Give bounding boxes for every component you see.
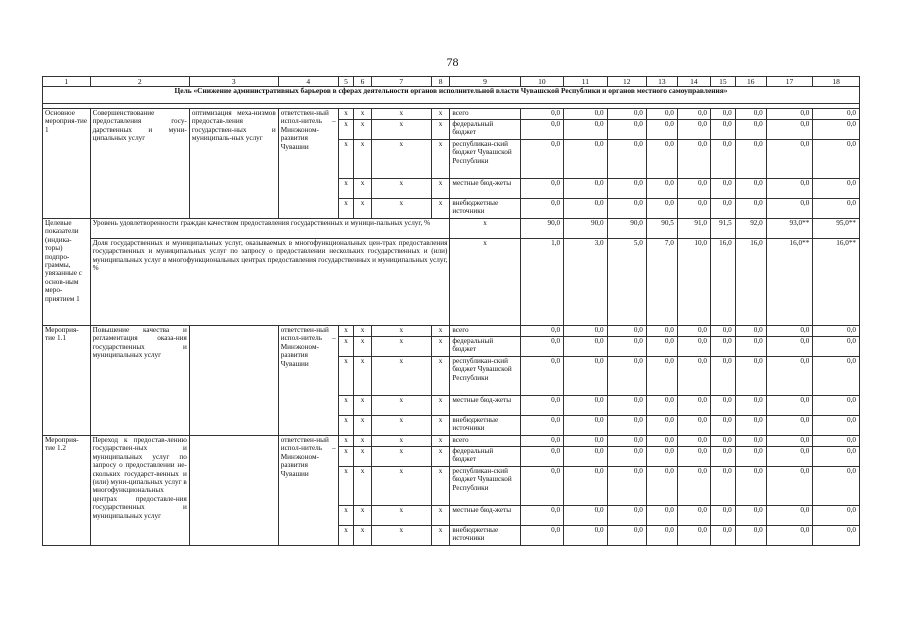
value-cell: 0,0: [710, 436, 735, 447]
value-cell: 0,0: [677, 109, 710, 120]
column-number: 6: [354, 77, 372, 87]
funding-source: всего: [450, 109, 520, 120]
column-number: 15: [710, 77, 735, 87]
target-indicators-label: Целевые показатели (индика-торы) подпро-граммы, увязанные с основ-ным меро-приятием 1: [43, 219, 91, 326]
value-cell: 0,0: [766, 337, 813, 357]
measure-1-1-finance-row: [43, 326, 860, 337]
value-cell: 0,0: [646, 396, 677, 416]
value-cell: 0,0: [766, 436, 813, 447]
value-cell: 0,0: [766, 179, 813, 199]
code-cell: x: [338, 109, 354, 120]
value-cell: 0,0: [677, 179, 710, 199]
value-cell: 0,0: [735, 357, 766, 396]
code-cell: x: [338, 447, 354, 467]
indicator-value: 90,0: [564, 219, 607, 239]
funding-source: местные бюд-жеты: [450, 506, 520, 526]
target-indicator-row: [43, 239, 860, 326]
value-cell: 0,0: [677, 199, 710, 219]
value-cell: 0,0: [607, 506, 646, 526]
value-cell: 0,0: [766, 526, 813, 546]
value-cell: 0,0: [710, 506, 735, 526]
value-cell: 0,0: [677, 447, 710, 467]
value-cell: 0,0: [766, 120, 813, 140]
value-cell: 0,0: [677, 436, 710, 447]
value-cell: 0,0: [813, 436, 860, 447]
measure-1-1-number: Мероприя-тие 1.1: [43, 326, 91, 436]
code-cell: x: [371, 396, 431, 416]
measure-1-2-task: [189, 436, 278, 546]
column-number: 1: [43, 77, 91, 87]
code-cell: x: [338, 179, 354, 199]
value-cell: 0,0: [646, 337, 677, 357]
value-cell: 0,0: [735, 436, 766, 447]
value-cell: 0,0: [607, 120, 646, 140]
value-cell: 0,0: [564, 199, 607, 219]
column-number-row: [43, 77, 860, 87]
code-cell: x: [354, 199, 372, 219]
value-cell: 0,0: [520, 199, 563, 219]
value-cell: 0,0: [710, 109, 735, 120]
value-cell: 0,0: [646, 199, 677, 219]
program-table: [42, 76, 860, 546]
funding-source: республикан-ский бюджет Чувашской Республики: [450, 357, 520, 396]
value-cell: 0,0: [677, 526, 710, 546]
code-cell: x: [371, 467, 431, 506]
value-cell: 0,0: [710, 140, 735, 179]
value-cell: 0,0: [710, 179, 735, 199]
funding-source: внебюджетные источники: [450, 416, 520, 436]
value-cell: 0,0: [607, 467, 646, 506]
value-cell: 0,0: [813, 326, 860, 337]
value-cell: 0,0: [766, 467, 813, 506]
value-cell: 0,0: [646, 467, 677, 506]
code-cell: x: [431, 357, 450, 396]
value-cell: 0,0: [710, 416, 735, 436]
code-cell: x: [371, 120, 431, 140]
code-cell: x: [354, 396, 372, 416]
value-cell: 0,0: [735, 140, 766, 179]
value-cell: 0,0: [520, 506, 563, 526]
value-cell: 0,0: [735, 179, 766, 199]
indicator-value: 5,0: [607, 239, 646, 326]
value-cell: 0,0: [710, 120, 735, 140]
value-cell: 0,0: [646, 326, 677, 337]
code-cell: x: [338, 467, 354, 506]
value-cell: 0,0: [735, 199, 766, 219]
value-cell: 0,0: [607, 357, 646, 396]
indicator-value: 10,0: [677, 239, 710, 326]
code-cell: x: [431, 447, 450, 467]
target-indicator-row: [43, 219, 860, 239]
column-number: 11: [564, 77, 607, 87]
code-cell: x: [431, 109, 450, 120]
value-cell: 0,0: [677, 357, 710, 396]
value-cell: 0,0: [677, 120, 710, 140]
value-cell: 0,0: [520, 140, 563, 179]
value-cell: 0,0: [813, 337, 860, 357]
code-cell: x: [354, 506, 372, 526]
code-cell: x: [431, 337, 450, 357]
value-cell: 0,0: [520, 179, 563, 199]
column-number: 5: [338, 77, 354, 87]
value-cell: 0,0: [677, 416, 710, 436]
value-cell: 0,0: [710, 199, 735, 219]
value-cell: 0,0: [564, 140, 607, 179]
value-cell: 0,0: [607, 179, 646, 199]
value-cell: 0,0: [564, 357, 607, 396]
column-number: 14: [677, 77, 710, 87]
indicator-value: 7,0: [646, 239, 677, 326]
column-number: 12: [607, 77, 646, 87]
value-cell: 0,0: [520, 109, 563, 120]
column-number: 8: [431, 77, 450, 87]
value-cell: 0,0: [607, 109, 646, 120]
code-cell: x: [371, 436, 431, 447]
value-cell: 0,0: [766, 199, 813, 219]
code-cell: x: [431, 326, 450, 337]
value-cell: 0,0: [735, 109, 766, 120]
value-cell: 0,0: [607, 337, 646, 357]
indicator-value: 16,0**: [766, 239, 813, 326]
value-cell: 0,0: [520, 436, 563, 447]
main-measure-1-title: Совершенствование предоставления госу-дарственных и муни-ципальных услуг: [90, 109, 189, 219]
value-cell: 0,0: [766, 416, 813, 436]
code-cell: x: [338, 526, 354, 546]
code-cell: x: [338, 199, 354, 219]
value-cell: 0,0: [607, 526, 646, 546]
value-cell: 0,0: [766, 326, 813, 337]
value-cell: 0,0: [710, 357, 735, 396]
value-cell: 0,0: [607, 326, 646, 337]
column-number: 16: [735, 77, 766, 87]
value-cell: 0,0: [564, 467, 607, 506]
column-number: 7: [371, 77, 431, 87]
code-cell: x: [371, 447, 431, 467]
code-cell: x: [371, 416, 431, 436]
value-cell: 0,0: [607, 436, 646, 447]
value-cell: 0,0: [564, 506, 607, 526]
value-cell: 0,0: [813, 467, 860, 506]
code-cell: x: [371, 179, 431, 199]
value-cell: 0,0: [564, 337, 607, 357]
value-cell: 0,0: [520, 326, 563, 337]
indicator-value: 16,0: [735, 239, 766, 326]
value-cell: 0,0: [564, 109, 607, 120]
code-cell: x: [354, 337, 372, 357]
indicator-value: 16,0**: [813, 239, 860, 326]
measure-1-1-task: [189, 326, 278, 436]
indicator-value: 91,0: [677, 219, 710, 239]
value-cell: 0,0: [646, 506, 677, 526]
column-number: 13: [646, 77, 677, 87]
code-cell: x: [431, 396, 450, 416]
column-number: 9: [450, 77, 520, 87]
funding-source: внебюджетные источники: [450, 526, 520, 546]
value-cell: 0,0: [564, 416, 607, 436]
indicator-value: 95,0**: [813, 219, 860, 239]
value-cell: 0,0: [564, 396, 607, 416]
value-cell: 0,0: [564, 179, 607, 199]
code-cell: x: [431, 506, 450, 526]
goal-row: [43, 87, 860, 104]
value-cell: 0,0: [520, 337, 563, 357]
column-number: 18: [813, 77, 860, 87]
code-cell: x: [338, 416, 354, 436]
value-cell: 0,0: [646, 120, 677, 140]
value-cell: 0,0: [813, 526, 860, 546]
column-number: 10: [520, 77, 563, 87]
measure-1-2-number: Мероприя-тие 1.2: [43, 436, 91, 546]
column-number: 17: [766, 77, 813, 87]
value-cell: 0,0: [564, 447, 607, 467]
code-cell: x: [431, 199, 450, 219]
main-measure-1-task: оптимизация меха-низмов предостав-ления государствен-ных и муниципаль-ных услуг: [189, 109, 278, 219]
value-cell: 0,0: [646, 436, 677, 447]
value-cell: 0,0: [766, 506, 813, 526]
value-cell: 0,0: [607, 447, 646, 467]
measure-1-2-finance-row: [43, 436, 860, 447]
indicator-value: 91,5: [710, 219, 735, 239]
value-cell: 0,0: [813, 140, 860, 179]
value-cell: 0,0: [735, 326, 766, 337]
code-cell: x: [371, 109, 431, 120]
funding-source: всего: [450, 436, 520, 447]
code-cell: x: [354, 140, 372, 179]
indicator-value: 90,5: [646, 219, 677, 239]
column-number: 3: [189, 77, 278, 87]
value-cell: 0,0: [607, 416, 646, 436]
code-cell: x: [338, 357, 354, 396]
column-number: 2: [90, 77, 189, 87]
value-cell: 0,0: [710, 337, 735, 357]
code-cell: x: [354, 526, 372, 546]
value-cell: 0,0: [813, 120, 860, 140]
code-cell: x: [371, 357, 431, 396]
main-measure-1-executor: ответствен-ный испол-нитель – Минэконом-развития Чувашии: [278, 109, 338, 219]
value-cell: 0,0: [607, 396, 646, 416]
indicator-value: 93,0**: [766, 219, 813, 239]
value-cell: 0,0: [735, 526, 766, 546]
code-cell: x: [431, 179, 450, 199]
value-cell: 0,0: [766, 357, 813, 396]
code-cell: x: [354, 467, 372, 506]
value-cell: 0,0: [735, 506, 766, 526]
indicator-value: 90,0: [607, 219, 646, 239]
code-cell: x: [431, 120, 450, 140]
value-cell: 0,0: [646, 526, 677, 546]
value-cell: 0,0: [813, 357, 860, 396]
code-cell: x: [338, 436, 354, 447]
measure-1-1-executor: ответствен-ный испол-нитель – Минэконом-развития Чувашии: [278, 326, 338, 436]
value-cell: 0,0: [520, 447, 563, 467]
value-cell: 0,0: [735, 337, 766, 357]
code-cell: x: [431, 526, 450, 546]
value-cell: 0,0: [710, 326, 735, 337]
code-cell: x: [354, 447, 372, 467]
value-cell: 0,0: [520, 526, 563, 546]
value-cell: 0,0: [813, 416, 860, 436]
code-cell: x: [354, 179, 372, 199]
funding-source: всего: [450, 326, 520, 337]
value-cell: 0,0: [813, 179, 860, 199]
value-cell: 0,0: [677, 506, 710, 526]
value-cell: 0,0: [677, 326, 710, 337]
code-cell: x: [371, 526, 431, 546]
value-cell: 0,0: [520, 396, 563, 416]
value-cell: 0,0: [607, 199, 646, 219]
code-cell: x: [338, 120, 354, 140]
indicator-value: 90,0: [520, 219, 563, 239]
indicator-value: 16,0: [710, 239, 735, 326]
value-cell: 0,0: [710, 396, 735, 416]
code-cell: x: [354, 357, 372, 396]
indicator-code: x: [450, 239, 520, 326]
funding-source: республикан-ский бюджет Чувашской Республики: [450, 140, 520, 179]
value-cell: 0,0: [766, 396, 813, 416]
indicator-code: x: [450, 219, 520, 239]
indicator-value: 1,0: [520, 239, 563, 326]
indicator-value: 92,0: [735, 219, 766, 239]
value-cell: 0,0: [710, 467, 735, 506]
main-measure-1-finance-row: [43, 109, 860, 120]
value-cell: 0,0: [607, 140, 646, 179]
value-cell: 0,0: [813, 447, 860, 467]
code-cell: x: [354, 416, 372, 436]
indicator-text: Уровень удовлетворенности граждан качеством предоставления государственных и муници-пальных услуг, %: [90, 219, 450, 239]
funding-source: республикан-ский бюджет Чувашской Республики: [450, 467, 520, 506]
value-cell: 0,0: [520, 357, 563, 396]
code-cell: x: [431, 140, 450, 179]
value-cell: 0,0: [677, 140, 710, 179]
value-cell: 0,0: [677, 337, 710, 357]
value-cell: 0,0: [710, 526, 735, 546]
value-cell: 0,0: [646, 357, 677, 396]
code-cell: x: [371, 506, 431, 526]
column-number: 4: [278, 77, 338, 87]
code-cell: x: [371, 326, 431, 337]
page-number: 78: [446, 55, 459, 69]
value-cell: 0,0: [646, 179, 677, 199]
value-cell: 0,0: [564, 326, 607, 337]
value-cell: 0,0: [766, 109, 813, 120]
code-cell: x: [371, 337, 431, 357]
value-cell: 0,0: [564, 436, 607, 447]
value-cell: 0,0: [520, 120, 563, 140]
value-cell: 0,0: [646, 416, 677, 436]
value-cell: 0,0: [735, 120, 766, 140]
value-cell: 0,0: [677, 396, 710, 416]
measure-1-2-executor: ответствен-ный испол-нитель – Минэконом-развития Чувашии: [278, 436, 338, 546]
value-cell: 0,0: [735, 447, 766, 467]
value-cell: 0,0: [564, 526, 607, 546]
main-measure-1-number: Основное мероприя-тие 1: [43, 109, 91, 219]
code-cell: x: [431, 436, 450, 447]
code-cell: x: [354, 436, 372, 447]
value-cell: 0,0: [564, 120, 607, 140]
value-cell: 0,0: [520, 467, 563, 506]
code-cell: x: [338, 140, 354, 179]
code-cell: x: [431, 416, 450, 436]
indicator-value: 3,0: [564, 239, 607, 326]
funding-source: федеральный бюджет: [450, 120, 520, 140]
code-cell: x: [371, 199, 431, 219]
funding-source: местные бюд-жеты: [450, 396, 520, 416]
value-cell: 0,0: [813, 199, 860, 219]
value-cell: 0,0: [766, 447, 813, 467]
code-cell: x: [371, 140, 431, 179]
value-cell: 0,0: [646, 140, 677, 179]
value-cell: 0,0: [710, 447, 735, 467]
code-cell: x: [338, 326, 354, 337]
value-cell: 0,0: [735, 396, 766, 416]
code-cell: x: [338, 506, 354, 526]
funding-source: местные бюд-жеты: [450, 179, 520, 199]
funding-source: федеральный бюджет: [450, 447, 520, 467]
code-cell: x: [431, 467, 450, 506]
measure-1-2-title: Переход к предостав-лению государствен-ных и муниципальных услуг по запросу о предоставлении не-скольких государст-венных и (или) муни-ципальных услуг в многофункциональных центрах предоставле-ния государственных и муниципальных услуг: [90, 436, 189, 546]
value-cell: 0,0: [520, 416, 563, 436]
indicator-text: Доля государственных и муниципальных услуг, оказываемых в многофункциональных цен-трах предоставления государственных и муниципальных услуг по запросу о предоставлении нескольких государственных и (или) муниципальных услуг в многофункциональных центрах предоставления государственных и муниципальных услуг, %: [90, 239, 450, 326]
code-cell: x: [338, 396, 354, 416]
value-cell: 0,0: [813, 506, 860, 526]
measure-1-1-title: Повышение качества и регламентация оказа-ния государственных и муниципальных услуг: [90, 326, 189, 436]
code-cell: x: [354, 120, 372, 140]
code-cell: x: [338, 337, 354, 357]
value-cell: 0,0: [735, 467, 766, 506]
code-cell: x: [354, 326, 372, 337]
value-cell: 0,0: [813, 396, 860, 416]
value-cell: 0,0: [735, 416, 766, 436]
goal-title: Цель «Снижение административных барьеров в сферах деятельности органов исполнительной власти Чувашской Республики и органов местного самоуправления»: [43, 87, 860, 104]
value-cell: 0,0: [646, 447, 677, 467]
value-cell: 0,0: [766, 140, 813, 179]
code-cell: x: [354, 109, 372, 120]
funding-source: федеральный бюджет: [450, 337, 520, 357]
value-cell: 0,0: [646, 109, 677, 120]
value-cell: 0,0: [677, 467, 710, 506]
value-cell: 0,0: [813, 109, 860, 120]
funding-source: внебюджетные источники: [450, 199, 520, 219]
